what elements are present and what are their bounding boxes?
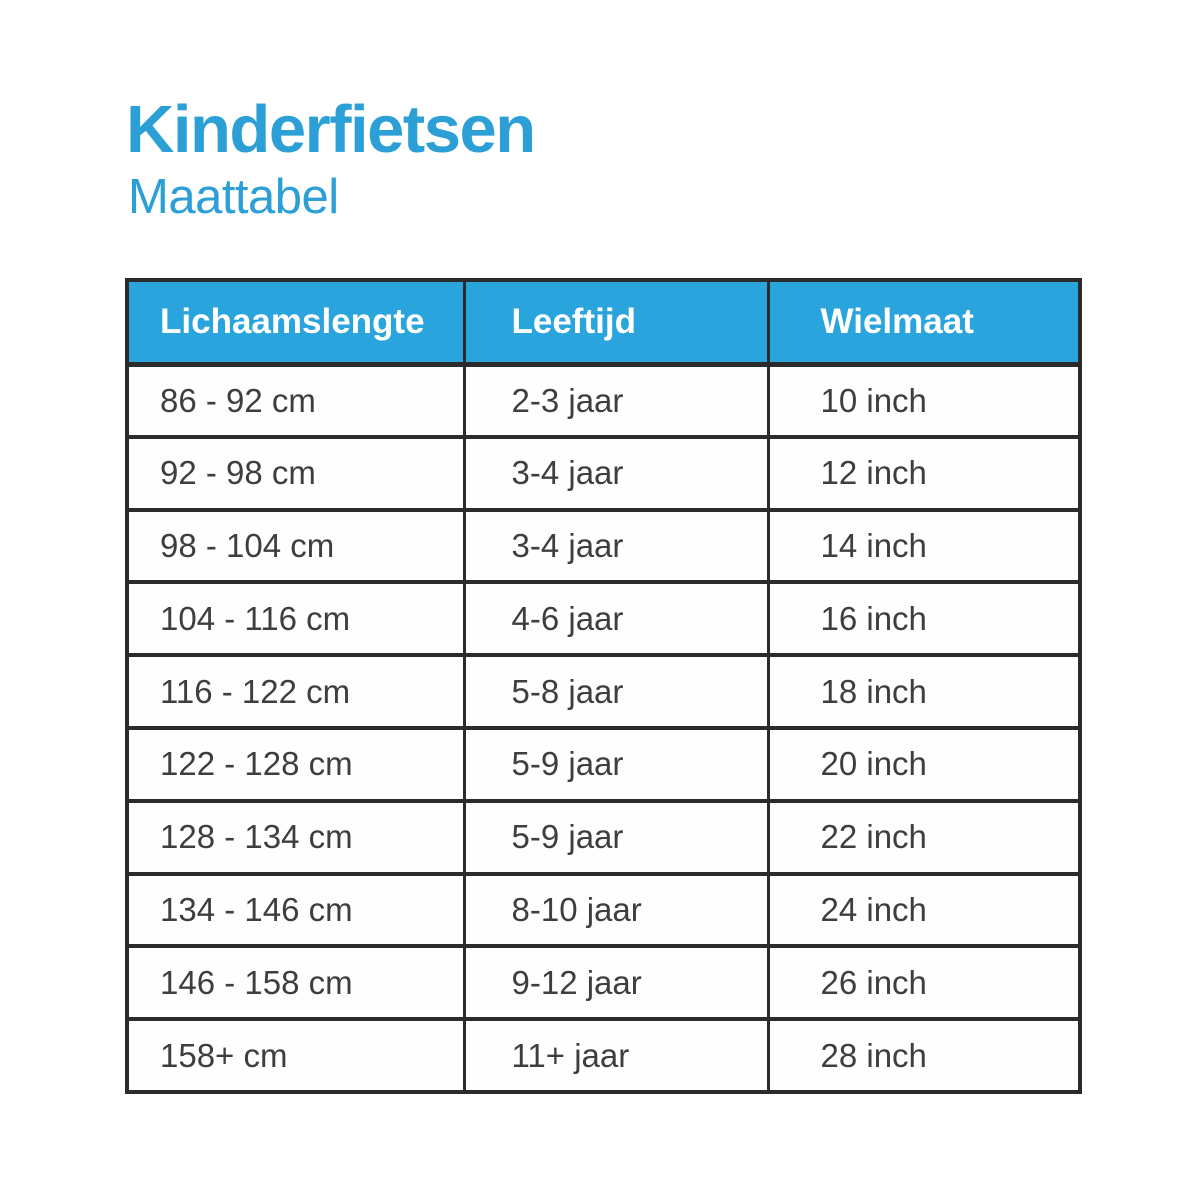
table-cell-leeftijd: 9-12 jaar <box>464 946 768 1019</box>
table-row <box>127 510 1080 583</box>
title-block <box>126 92 535 224</box>
table-cell-wielmaat: 22 inch <box>768 801 1080 874</box>
table-cell-leeftijd: 5-9 jaar <box>464 801 768 874</box>
table-cell-wielmaat: 16 inch <box>768 582 1080 655</box>
table-cell-lichaamslengte: 146 - 158 cm <box>127 946 464 1019</box>
header-cell-lichaamslengte: Lichaamslengte <box>127 280 464 364</box>
table-cell-wielmaat: 14 inch <box>768 510 1080 583</box>
table-cell-lichaamslengte: 122 - 128 cm <box>127 728 464 801</box>
table-cell-lichaamslengte: 128 - 134 cm <box>127 801 464 874</box>
table-row <box>127 801 1080 874</box>
table-row <box>127 874 1080 947</box>
size-table <box>125 278 1082 1094</box>
table-cell-leeftijd: 2-3 jaar <box>464 364 768 437</box>
table-cell-lichaamslengte: 86 - 92 cm <box>127 364 464 437</box>
table-cell-wielmaat: 12 inch <box>768 437 1080 510</box>
table-cell-wielmaat: 26 inch <box>768 946 1080 1019</box>
table-cell-wielmaat: 18 inch <box>768 655 1080 728</box>
size-table-body <box>127 364 1080 1092</box>
table-row <box>127 655 1080 728</box>
header-cell-wielmaat: Wielmaat <box>768 280 1080 364</box>
table-cell-leeftijd: 11+ jaar <box>464 1019 768 1092</box>
table-cell-leeftijd: 3-4 jaar <box>464 437 768 510</box>
page-subtitle: Maattabel <box>128 170 339 224</box>
table-row <box>127 364 1080 437</box>
table-cell-leeftijd: 5-9 jaar <box>464 728 768 801</box>
table-cell-lichaamslengte: 92 - 98 cm <box>127 437 464 510</box>
table-cell-wielmaat: 24 inch <box>768 874 1080 947</box>
table-row <box>127 946 1080 1019</box>
table-cell-wielmaat: 20 inch <box>768 728 1080 801</box>
table-cell-lichaamslengte: 158+ cm <box>127 1019 464 1092</box>
page-title: Kinderfietsen <box>126 92 535 167</box>
table-cell-leeftijd: 4-6 jaar <box>464 582 768 655</box>
table-cell-lichaamslengte: 116 - 122 cm <box>127 655 464 728</box>
table-row <box>127 437 1080 510</box>
table-row <box>127 1019 1080 1092</box>
table-cell-leeftijd: 3-4 jaar <box>464 510 768 583</box>
table-row <box>127 728 1080 801</box>
table-cell-wielmaat: 10 inch <box>768 364 1080 437</box>
table-cell-lichaamslengte: 104 - 116 cm <box>127 582 464 655</box>
table-cell-lichaamslengte: 98 - 104 cm <box>127 510 464 583</box>
table-cell-lichaamslengte: 134 - 146 cm <box>127 874 464 947</box>
table-header-row <box>127 280 1080 364</box>
table-cell-leeftijd: 5-8 jaar <box>464 655 768 728</box>
header-cell-leeftijd: Leeftijd <box>464 280 768 364</box>
table-cell-leeftijd: 8-10 jaar <box>464 874 768 947</box>
table-row <box>127 582 1080 655</box>
table-cell-wielmaat: 28 inch <box>768 1019 1080 1092</box>
